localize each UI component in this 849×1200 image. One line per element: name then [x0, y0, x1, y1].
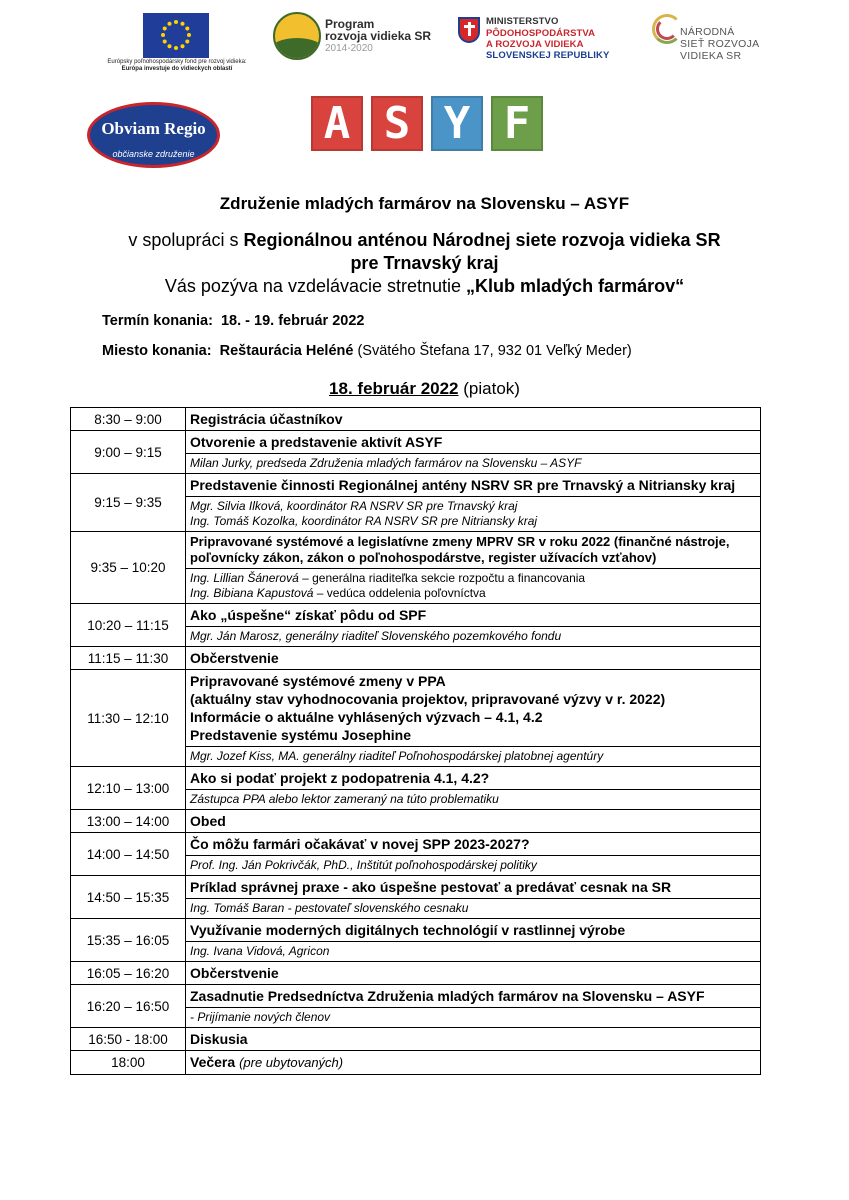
miesto-value: Reštaurácia Heléné — [219, 343, 354, 359]
agenda-speaker: Prof. Ing. Ján Pokrivčák, PhD., Inštitút poľnohospodárskej politiky — [186, 856, 761, 876]
agenda-title: Informácie o aktuálne vyhlásených výzvach – 4.1, 4.2 — [190, 709, 543, 725]
eu-caption — [92, 59, 262, 73]
invitation-prefix: Vás pozýva na vzdelávacie stretnutie — [164, 276, 467, 296]
invitation-line — [0, 276, 849, 297]
eu-caption-line1: Európsky poľnohospodársky fond pre rozvoj vidieka: — [107, 59, 247, 65]
agenda-title: Predstavenie činnosti Regionálnej antény NSRV SR pre Trnavský a Nitriansky kraj — [186, 474, 761, 497]
day-date: 18. február 2022 — [329, 379, 459, 398]
ministry-line3: A ROZVOJA VIDIEKA — [486, 39, 584, 50]
eu-caption-line2: Európa investuje do vidieckych oblastí — [121, 66, 233, 72]
table-row — [71, 431, 761, 454]
asyf-logo — [311, 96, 543, 152]
speaker-name: Ing. Lillian Šánerová — [190, 571, 299, 585]
time-cell: 12:10 – 13:00 — [71, 767, 186, 810]
time-cell: 11:30 – 12:10 — [71, 670, 186, 767]
termin-value: 18. - 19. február 2022 — [220, 313, 365, 329]
speaker-role: – vedúca oddelenia poľovníctva — [313, 586, 486, 600]
nsrv-line1: NÁRODNÁ — [680, 26, 735, 38]
table-row — [71, 833, 761, 856]
agenda-speakers — [186, 569, 761, 604]
agenda-title: Občerstvenie — [186, 962, 761, 985]
narodna-siet-logo — [652, 12, 772, 72]
day-weekday: (piatok) — [463, 379, 520, 398]
agenda-title: Ako si podať projekt z podopatrenia 4.1, 4.2? — [186, 767, 761, 790]
ministry-logo — [458, 15, 618, 67]
agenda-title-note: (pre ubytovaných) — [239, 1055, 344, 1070]
cooperation-partner: Regionálnou anténou Národnej siete rozvoja vidieka SR — [243, 230, 721, 250]
time-cell: 16:50 - 18:00 — [71, 1028, 186, 1051]
time-cell: 9:15 – 9:35 — [71, 474, 186, 532]
table-row — [71, 1028, 761, 1051]
ministry-line1: MINISTERSTVO — [486, 16, 559, 27]
time-cell: 8:30 – 9:00 — [71, 408, 186, 431]
agenda-title: Príklad správnej praxe - ako úspešne pestovať a predávať cesnak na SR — [186, 876, 761, 899]
agenda-title: Pripravované systémové zmeny v PPA — [190, 673, 446, 689]
eu-flag-logo — [143, 13, 209, 58]
nsrv-line2: SIEŤ ROZVOJA — [680, 38, 760, 50]
cooperation-prefix: v spolupráci s — [128, 230, 244, 250]
time-cell: 15:35 – 16:05 — [71, 919, 186, 962]
agenda-speaker: - Prijímanie nových členov — [186, 1008, 761, 1028]
agenda-title: Zasadnutie Predsedníctva Združenia mladých farmárov na Slovensku – ASYF — [186, 985, 761, 1008]
table-row — [71, 474, 761, 497]
table-row — [71, 670, 761, 747]
event-name: „Klub mladých farmárov“ — [466, 276, 685, 296]
day-heading — [0, 379, 849, 399]
agenda-title: Registrácia účastníkov — [186, 408, 761, 431]
event-date-row — [102, 313, 364, 329]
table-row — [71, 810, 761, 833]
schedule-table — [70, 407, 761, 1075]
agenda-speaker: Mgr. Silvia Ilková, koordinátor RA NSRV SR pre Trnavský kraj — [190, 499, 518, 513]
asyf-tile-s: S — [371, 96, 423, 151]
prv-line2: rozvoja vidieka SR — [325, 29, 432, 43]
time-cell: 13:00 – 14:00 — [71, 810, 186, 833]
obviam-main-text: Obviam Regio — [101, 119, 206, 138]
ministry-line4: SLOVENSKEJ REPUBLIKY — [486, 50, 610, 61]
table-row — [71, 408, 761, 431]
agenda-title-block — [186, 670, 761, 747]
agenda-speaker: Ing. Tomáš Kozolka, koordinátor RA NSRV SR pre Nitriansky kraj — [190, 514, 538, 528]
agenda-speaker — [190, 571, 756, 586]
time-cell: 18:00 — [71, 1051, 186, 1075]
agenda-speaker — [190, 586, 756, 601]
agenda-speaker: Mgr. Ján Marosz, generálny riaditeľ Slovenského pozemkového fondu — [186, 627, 761, 647]
agenda-speaker: Milan Jurky, predseda Združenia mladých farmárov na Slovensku – ASYF — [186, 454, 761, 474]
table-row — [71, 647, 761, 670]
miesto-label: Miesto konania: — [102, 343, 212, 359]
obviam-sub-text: občianske združenie — [112, 149, 195, 159]
table-row — [71, 532, 761, 569]
table-row — [71, 604, 761, 627]
table-row — [71, 1051, 761, 1075]
agenda-title: Predstavenie systému Josephine — [190, 727, 411, 743]
prv-emblem-icon — [273, 12, 321, 60]
eu-stars-icon — [143, 13, 209, 58]
asyf-tile-f: F — [491, 96, 543, 151]
table-row — [71, 962, 761, 985]
asyf-tile-y: Y — [431, 96, 483, 151]
nsrv-arc-inner-icon — [656, 18, 678, 40]
agenda-title: Čo môžu farmári očakávať v novej SPP 2023-2027? — [186, 833, 761, 856]
time-cell: 14:00 – 14:50 — [71, 833, 186, 876]
slovak-coat-of-arms-icon — [458, 17, 480, 43]
time-cell: 9:00 – 9:15 — [71, 431, 186, 474]
agenda-title: Občerstvenie — [186, 647, 761, 670]
ministry-line2: PÔDOHOSPODÁRSTVA — [486, 28, 596, 39]
table-row — [71, 876, 761, 899]
table-row — [71, 919, 761, 942]
agenda-title-block — [186, 1051, 761, 1075]
time-cell: 16:20 – 16:50 — [71, 985, 186, 1028]
nsrv-line3: VIDIEKA SR — [680, 50, 742, 62]
agenda-title: Obed — [186, 810, 761, 833]
agenda-title: Večera — [190, 1054, 236, 1070]
time-cell: 11:15 – 11:30 — [71, 647, 186, 670]
termin-label: Termín konania: — [102, 313, 213, 329]
agenda-title: Využívanie moderných digitálnych technológií v rastlinnej výrobe — [186, 919, 761, 942]
agenda-speaker: Ing. Ivana Vidová, Agricon — [186, 942, 761, 962]
agenda-title: Diskusia — [186, 1028, 761, 1051]
agenda-speaker: Mgr. Jozef Kiss, MA. generálny riaditeľ Poľnohospodárskej platobnej agentúry — [186, 747, 761, 767]
time-cell: 10:20 – 11:15 — [71, 604, 186, 647]
time-cell: 14:50 – 15:35 — [71, 876, 186, 919]
time-cell: 9:35 – 10:20 — [71, 532, 186, 604]
obviam-regio-logo — [87, 102, 220, 168]
cooperation-region: pre Trnavský kraj — [350, 253, 499, 273]
miesto-address: (Svätého Štefana 17, 932 01 Veľký Meder) — [357, 343, 632, 359]
agenda-title: Ako „úspešne“ získať pôdu od SPF — [186, 604, 761, 627]
prv-line3: 2014-2020 — [325, 43, 373, 54]
organizer-title: Združenie mladých farmárov na Slovensku – ASYF — [219, 194, 630, 213]
event-venue-row — [102, 343, 632, 359]
agenda-title: Pripravované systémové a legislatívne zmeny MPRV SR v roku 2022 (finančné nástroje, poľovnícky zákon, zákon o poľnohospodárstve, register užívacích vzťahov) — [186, 532, 761, 569]
agenda-title: (aktuálny stav vyhodnocovania projektov, pripravované výzvy v r. 2022) — [190, 691, 666, 707]
speaker-name: Ing. Bibiana Kapustová — [190, 586, 314, 600]
table-row — [71, 767, 761, 790]
asyf-tile-a: A — [311, 96, 363, 151]
agenda-title: Otvorenie a predstavenie aktivít ASYF — [186, 431, 761, 454]
program-rozvoja-vidieka-logo — [273, 12, 443, 60]
prv-line1: Program — [325, 17, 375, 31]
time-cell: 16:05 – 16:20 — [71, 962, 186, 985]
table-row — [71, 985, 761, 1008]
agenda-speaker: Ing. Tomáš Baran - pestovateľ slovenského cesnaku — [186, 899, 761, 919]
cooperation-line — [0, 230, 849, 251]
agenda-speaker: Zástupca PPA alebo lektor zameraný na túto problematiku — [186, 790, 761, 810]
agenda-speakers — [186, 497, 761, 532]
speaker-role: – generálna riaditeľka sekcie rozpočtu a financovania — [298, 571, 586, 585]
